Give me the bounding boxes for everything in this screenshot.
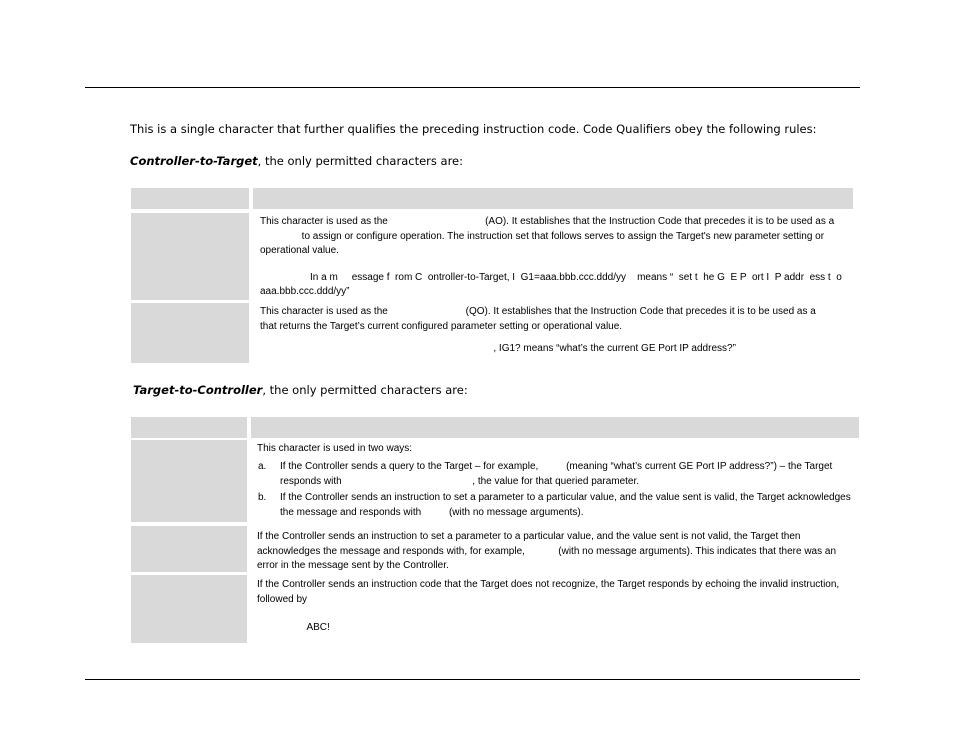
table1-row1-label-cell bbox=[131, 213, 249, 300]
table-line: that returns the Target’s current configured parameter setting or operational value. bbox=[260, 320, 623, 332]
table-line bbox=[260, 259, 850, 271]
section2-heading bbox=[133, 383, 468, 397]
table2-row1-description bbox=[257, 442, 855, 457]
table-line: If the Controller sends a query to the Target – for example, (meaning “what’s current GE Port IP address?”) – the Target bbox=[280, 461, 833, 472]
section1-heading-rest: , the only permitted characters are: bbox=[257, 154, 464, 168]
table1-header-col1 bbox=[131, 188, 249, 209]
intro-paragraph: This is a single character that further qualifies the preceding instruction code. Code Qualifiers obey the following rules: bbox=[130, 122, 817, 136]
table2-header-col1 bbox=[131, 417, 247, 438]
table-line: error in the message sent by the Controller. bbox=[257, 560, 449, 571]
table1-row2-label-cell bbox=[131, 303, 249, 363]
list-marker-b: b. bbox=[258, 492, 267, 503]
section2-heading-rest: , the only permitted characters are: bbox=[262, 383, 468, 397]
table-line: the message and responds with (with no message arguments). bbox=[280, 506, 584, 518]
section2-heading-bold: Target-to-Controller bbox=[133, 383, 263, 397]
table-line: to assign or configure operation. The instruction set that follows serves to assign the Target's new parameter setting or bbox=[260, 230, 825, 242]
table-line: , IG1? means “what’s the current GE Port IP address?” bbox=[260, 343, 736, 354]
table-line: If the Controller sends an instruction code that the Target does not recognize, the Target responds by echoing the invalid instruction, bbox=[257, 579, 840, 590]
table-line: If the Controller sends an instruction to set a parameter to a particular value, and the value sent is valid, the Target acknowledges bbox=[280, 492, 851, 503]
table1-header-col2 bbox=[253, 188, 853, 209]
section1-heading bbox=[130, 154, 463, 168]
table2-header-col2 bbox=[251, 417, 859, 438]
table-line: responds with , the value for that queried parameter. bbox=[280, 475, 640, 487]
table2-row3-label-cell bbox=[131, 575, 247, 643]
footer-rule bbox=[85, 679, 860, 680]
table1-row1-description bbox=[260, 215, 850, 300]
table-line: This character is used as the (AO). It establishes that the Instruction Code that precedes it is to be used as a bbox=[260, 216, 835, 227]
table-line: This character is used as the (QO). It establishes that the Instruction Code that precedes it is to be used as a bbox=[260, 306, 816, 317]
section1-heading-bold: Controller-to-Target bbox=[130, 154, 258, 168]
list-marker-a: a. bbox=[258, 461, 267, 472]
table-line: In a m essage f rom C ontroller-to-Target, I G1=aaa.bbb.ccc.ddd/yy means “ set t he G E P ort I P addr ess t o bbox=[260, 271, 842, 283]
table2-row2-label-cell bbox=[131, 526, 247, 572]
table-line: acknowledges the message and responds with, for example, (with no message arguments). This indicates that there was an bbox=[257, 545, 836, 557]
header-rule bbox=[85, 87, 860, 88]
table-line: followed by bbox=[257, 593, 308, 605]
table2-row2-description bbox=[257, 530, 855, 574]
table-line bbox=[260, 334, 850, 342]
table1-row2-description bbox=[260, 305, 850, 357]
table-line: This character is used in two ways: bbox=[257, 443, 413, 454]
table2-row1-label-cell bbox=[131, 440, 247, 522]
table-line: ABC! bbox=[257, 622, 330, 633]
list-item-b bbox=[280, 491, 855, 520]
list-item-a bbox=[280, 460, 855, 489]
table2-row3-description bbox=[257, 578, 855, 636]
table-line: If the Controller sends an instruction to set a parameter to a particular value, and the value sent is not valid, the Target then bbox=[257, 531, 801, 542]
table-line: operational value. bbox=[260, 245, 339, 256]
table-line: aaa.bbb.ccc.ddd/yy” bbox=[260, 286, 350, 297]
table-line bbox=[257, 607, 855, 621]
